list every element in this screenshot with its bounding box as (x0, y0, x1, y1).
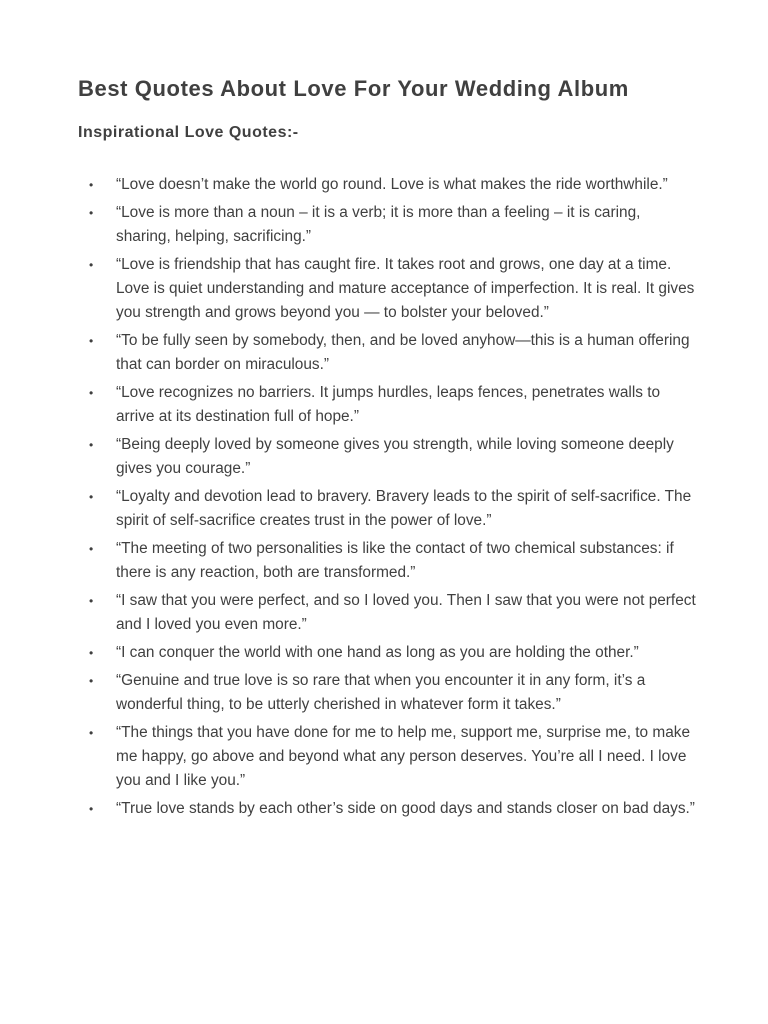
quote-text: “The meeting of two personalities is like the contact of two chemical substances: if there is any reaction, both are transformed.” (116, 540, 674, 581)
section-heading: Inspirational Love Quotes:- (78, 124, 299, 141)
bullet-icon: • (89, 206, 94, 220)
quote-text: “I saw that you were perfect, and so I loved you. Then I saw that you were not perfect and I loved you even more.” (116, 592, 696, 633)
bullet-icon: • (89, 386, 94, 400)
list-item (0, 721, 696, 793)
bullet-icon: • (89, 490, 94, 504)
list-item (0, 641, 696, 665)
list-item (0, 589, 696, 637)
bullet-icon: • (89, 726, 94, 740)
bullet-icon: • (89, 178, 94, 192)
quote-text: “I can conquer the world with one hand as long as you are holding the other.” (116, 644, 639, 661)
bullet-icon: • (89, 594, 94, 608)
list-item (0, 669, 696, 717)
quote-text: “Love is friendship that has caught fire. It takes root and grows, one day at a time. Love is quiet understanding and mature acceptance of imperfection. It is real. It gives you strength and grows beyond you — to bolster your beloved.” (116, 256, 695, 321)
list-item (0, 381, 696, 429)
bullet-icon: • (89, 258, 94, 272)
quote-text: “Genuine and true love is so rare that when you encounter it in any form, it’s a wonderful thing, to be utterly cherished in whatever form it takes.” (116, 672, 646, 713)
list-item (0, 173, 696, 197)
quote-text: “The things that you have done for me to help me, support me, surprise me, to make me happy, go above and beyond what any person deserves. You’re all I need. I love you and I like you.” (116, 724, 691, 789)
list-item (0, 797, 696, 821)
quote-text: “Love is more than a noun – it is a verb; it is more than a feeling – it is caring, sharing, helping, sacrificing.” (116, 204, 641, 245)
quote-text: “True love stands by each other’s side on good days and stands closer on bad days.” (116, 800, 695, 817)
bullet-icon: • (89, 438, 94, 452)
quote-text: “Being deeply loved by someone gives you strength, while loving someone deeply gives you courage.” (116, 436, 674, 477)
list-item (0, 485, 696, 533)
quote-list (0, 173, 768, 825)
quote-text: “Loyalty and devotion lead to bravery. Bravery leads to the spirit of self-sacrifice. The spirit of self-sacrifice creates trust in the power of love.” (116, 488, 692, 529)
bullet-icon: • (89, 674, 94, 688)
list-item (0, 253, 696, 325)
list-item (0, 329, 696, 377)
bullet-icon: • (89, 646, 94, 660)
list-item (0, 433, 696, 481)
bullet-icon: • (89, 802, 94, 816)
list-item (0, 537, 696, 585)
list-item (0, 201, 696, 249)
quote-text: “To be fully seen by somebody, then, and be loved anyhow—this is a human offering that can border on miraculous.” (116, 332, 690, 373)
quote-text: “Love recognizes no barriers. It jumps hurdles, leaps fences, penetrates walls to arrive at its destination full of hope.” (116, 384, 661, 425)
page-title: Best Quotes About Love For Your Wedding Album (78, 76, 629, 101)
bullet-icon: • (89, 542, 94, 556)
bullet-icon: • (89, 334, 94, 348)
quote-text: “Love doesn’t make the world go round. Love is what makes the ride worthwhile.” (116, 176, 668, 193)
